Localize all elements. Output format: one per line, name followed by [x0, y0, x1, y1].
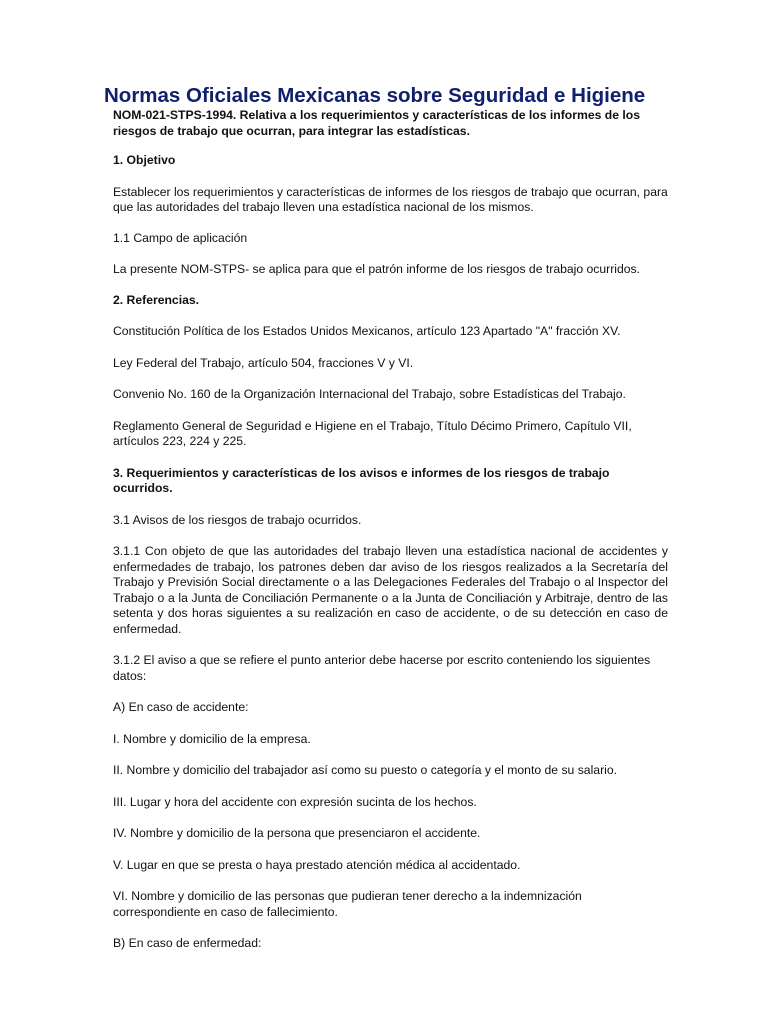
section-1-1-text: La presente NOM-STPS- se aplica para que el patrón informe de los riesgos de trabajo ocurridos.: [113, 262, 641, 276]
section-1-1-heading: 1.1 Campo de aplicación: [113, 230, 248, 245]
case-b-heading: B) En caso de enfermedad:: [113, 936, 262, 950]
document-body: [113, 108, 668, 952]
section-3-1-1-text: 3.1.1 Con objeto de que las autoridades del trabajo lleven una estadística nacional de accidentes y enfermedades de trabajo, los patrones deben dar aviso de los riesgos realizados a la Secretaría del Trabajo y Previsión Social directamente o a las Delegaciones Federales del Trabajo o al Inspector del Trabajo o a la Junta de Conciliación Permanente o a la Junta de Conciliación y Arbitraje, dentro de las setenta y dos horas siguientes a su realización en caso de accidente, o de su detección en caso de enfermedad.: [113, 544, 668, 636]
section-2-heading: 2. Referencias.: [113, 292, 200, 307]
reference-item: Convenio No. 160 de la Organización Internacional del Trabajo, sobre Estadísticas del Trabajo.: [113, 387, 626, 401]
case-a-heading: A) En caso de accidente:: [113, 700, 249, 714]
case-a-item: III. Lugar y hora del accidente con expresión sucinta de los hechos.: [113, 794, 477, 809]
section-3-1-heading: 3.1 Avisos de los riesgos de trabajo ocurridos.: [113, 512, 362, 527]
reference-item: Ley Federal del Trabajo, artículo 504, fracciones V y VI.: [113, 355, 414, 370]
case-a-item: IV. Nombre y domicilio de la persona que presenciaron el accidente.: [113, 826, 481, 840]
case-a-item: II. Nombre y domicilio del trabajador así como su puesto o categoría y el monto de su salario.: [113, 763, 618, 777]
section-3-heading: 3. Requerimientos y características de los avisos e informes de los riesgos de trabajo ocurridos.: [113, 465, 610, 495]
reference-item: Reglamento General de Seguridad e Higiene en el Trabajo, Título Décimo Primero, Capítulo VII, artículos 223, 224 y 225.: [113, 418, 632, 448]
case-a-item: VI. Nombre y domicilio de las personas que pudieran tener derecho a la indemnización correspondiente en caso de fallecimiento.: [113, 889, 582, 919]
document-title: Normas Oficiales Mexicanas sobre Seguridad e Higiene: [104, 84, 646, 107]
section-3-1-2-text: 3.1.2 El aviso a que se refiere el punto anterior debe hacerse por escrito conteniendo los siguientes datos:: [113, 653, 651, 683]
section-1-text: Establecer los requerimientos y características de informes de los riesgos de trabajo que ocurran, para que las autoridades del trabajo lleven una estadística nacional de los mismos.: [113, 184, 668, 214]
norm-intro: NOM-021-STPS-1994. Relativa a los requerimientos y características de los informes de los riesgos de trabajo que ocurran, para integrar las estadísticas.: [113, 108, 640, 138]
section-1-heading: 1. Objetivo: [113, 153, 176, 167]
case-a-item: I. Nombre y domicilio de la empresa.: [113, 731, 311, 746]
case-a-item: V. Lugar en que se presta o haya prestado atención médica al accidentado.: [113, 857, 521, 872]
reference-item: Constitución Política de los Estados Unidos Mexicanos, artículo 123 Apartado "A" fracción XV.: [113, 324, 621, 338]
